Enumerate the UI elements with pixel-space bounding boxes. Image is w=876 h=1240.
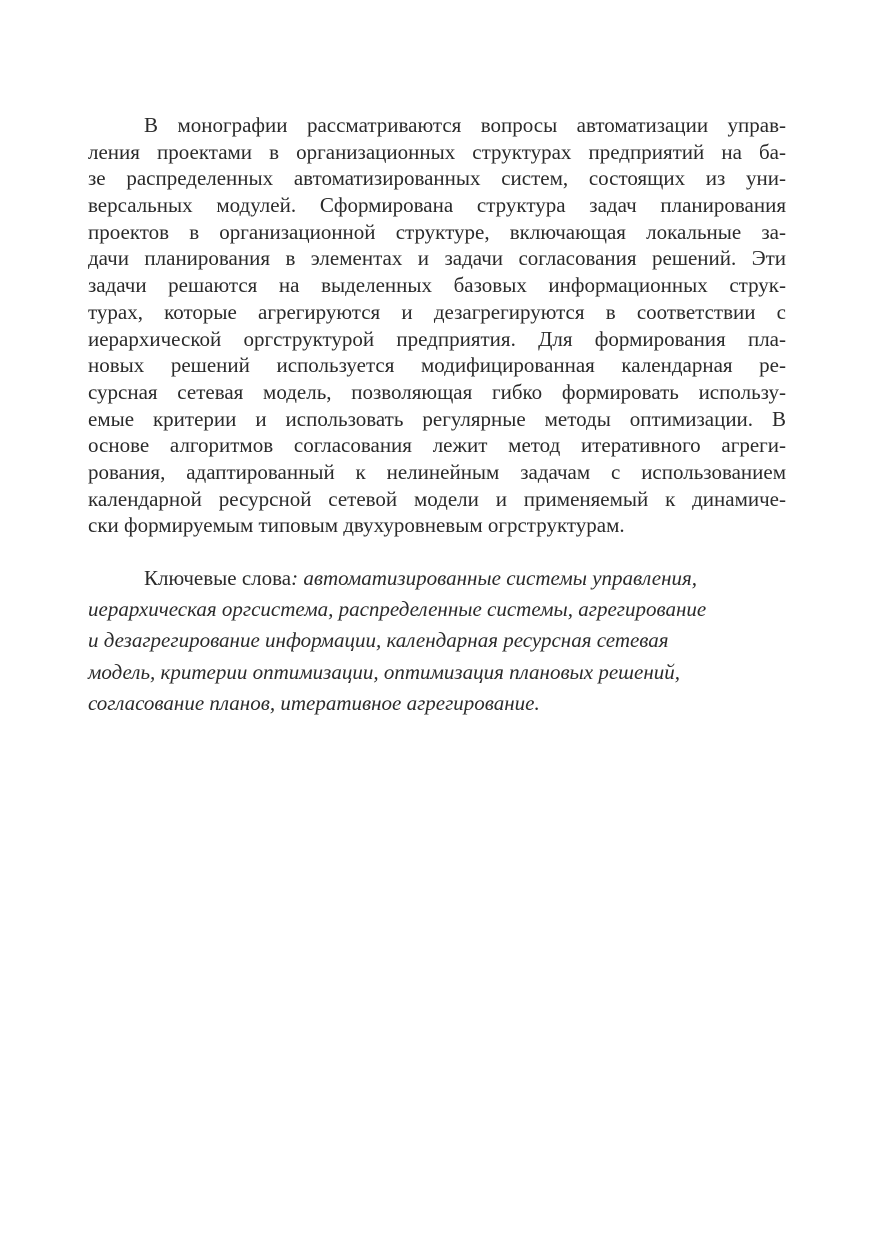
keywords-text: : автоматизированные системы управления, — [291, 566, 698, 590]
abstract-line: календарной ресурсной сетевой модели и применяемый к динамиче- — [88, 486, 786, 511]
abstract-line: проектов в организационной структуре, включающая локальные за- — [88, 219, 786, 244]
abstract-line: ски формируемым типовым двухуровневым огрструктурам. — [88, 513, 625, 538]
keywords-line: модель, критерии оптимизации, оптимизация плановых решений, — [88, 659, 681, 684]
abstract-line: версальных модулей. Сформирована структура задач планирования — [88, 193, 786, 218]
abstract-line: основе алгоритмов согласования лежит метод итеративного агреги- — [88, 433, 786, 458]
abstract-line: ления проектами в организационных структурах предприятий на ба- — [88, 139, 786, 164]
keywords-line: иерархическая оргсистема, распределенные системы, агрегирование — [88, 597, 707, 622]
abstract-line: сурсная сетевая модель, позволяющая гибко формировать использу- — [88, 379, 786, 404]
keywords-line: согласование планов, итеративное агрегирование. — [88, 690, 540, 715]
abstract-line: задачи решаются на выделенных базовых информационных струк- — [88, 273, 786, 298]
abstract-line: зе распределенных автоматизированных систем, состоящих из уни- — [88, 166, 786, 191]
abstract-line: В монографии рассматриваются вопросы автоматизации управ- — [144, 113, 786, 137]
abstract-line: емые критерии и использовать регулярные методы оптимизации. В — [88, 406, 786, 431]
abstract-line: дачи планирования в элементах и задачи согласования решений. Эти — [88, 246, 786, 271]
abstract-paragraph — [88, 112, 786, 539]
abstract-line: турах, которые агрегируются и дезагрегируются в соответствии с — [88, 299, 786, 324]
abstract-line: иерархической оргструктурой предприятия. Для формирования пла- — [88, 326, 786, 351]
abstract-line: новых решений используется модифицированная календарная ре- — [88, 353, 786, 378]
keywords-line: и дезагрегирование информации, календарная ресурсная сетевая — [88, 628, 669, 653]
keywords-first-line — [88, 563, 788, 594]
abstract-line: рования, адаптированный к нелинейным задачам с использованием — [88, 459, 786, 484]
keywords-label: Ключевые слова — [144, 566, 292, 590]
keywords-paragraph — [88, 563, 788, 719]
